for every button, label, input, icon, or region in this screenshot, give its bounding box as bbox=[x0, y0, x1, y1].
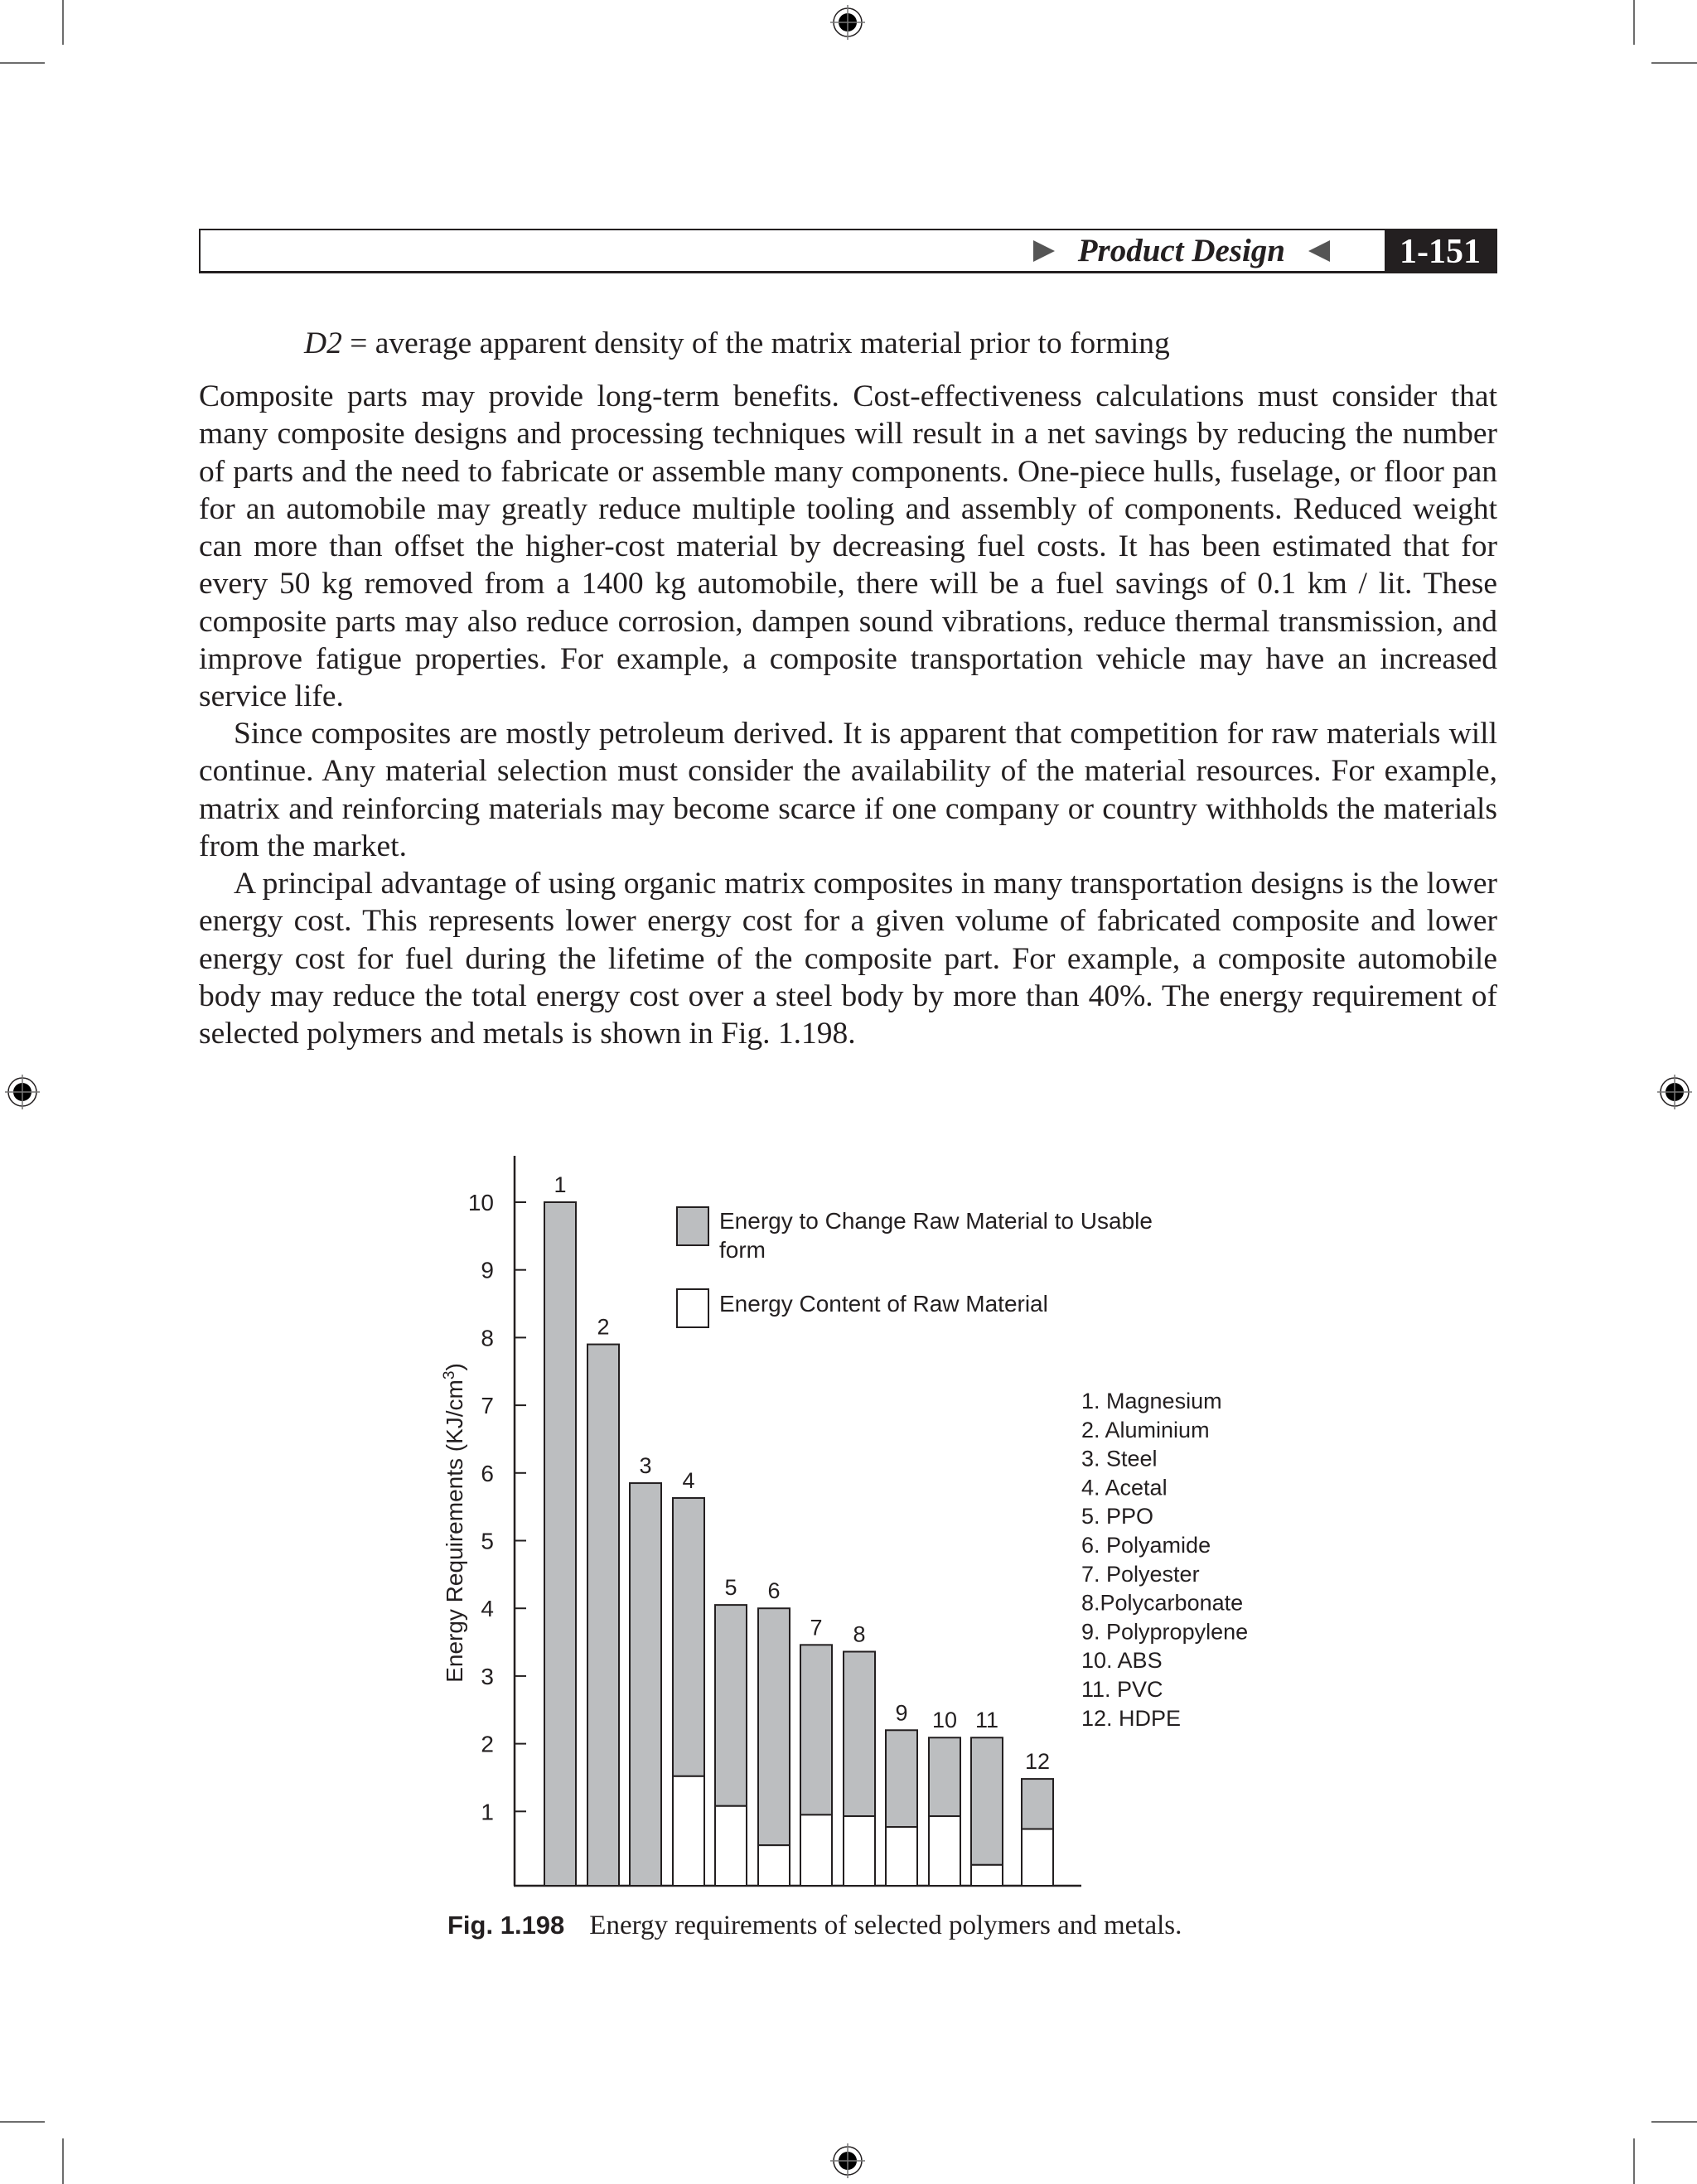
bar-polyester bbox=[800, 1615, 832, 1886]
bar-segment-processing bbox=[587, 1345, 619, 1886]
material-key-item: 9. Polypropylene bbox=[1081, 1619, 1249, 1645]
bar-segment-processing bbox=[844, 1651, 875, 1816]
bar-segment-raw bbox=[971, 1865, 1003, 1886]
material-key-item: 4. Acetal bbox=[1081, 1475, 1168, 1500]
bar-segment-processing bbox=[1022, 1779, 1053, 1829]
bar-hdpe bbox=[1022, 1749, 1053, 1886]
bar-aluminium bbox=[587, 1315, 619, 1886]
bar-label: 9 bbox=[895, 1700, 908, 1726]
y-tick-label: 2 bbox=[481, 1731, 494, 1757]
figure-label: Fig. 1.198 bbox=[447, 1911, 565, 1940]
bar-label: 12 bbox=[1024, 1749, 1051, 1775]
bar-segment-raw bbox=[844, 1816, 875, 1886]
material-key bbox=[1081, 1389, 1248, 1731]
bar-segment-raw bbox=[1022, 1829, 1053, 1886]
bar-polycarbonate bbox=[844, 1621, 875, 1886]
paragraph: Composite parts may provide long-term benefits. Cost-effectiveness calculations must consider that many composite designs and processing techniques will result in a net savings by reducing the number of parts and the need to fabricate or assemble many components. One-piece hulls, fuselage, or floor pan for an automobile may greatly reduce multiple tooling and assembly of components. Reduced weight can more than offset the higher-cost material by decreasing fuel costs. It has been estimated that for every 50 kg removed from a 1400 kg automobile, there will be a fuel savings of 0.1 km / lit. These composite parts may also reduce corrosion, dampen sound vibrations, reduce thermal transmission, and improve fatigue properties. For example, a composite transportation vehicle may have an increased service life. bbox=[199, 379, 1497, 714]
material-key-item: 2. Aluminium bbox=[1081, 1417, 1210, 1442]
bar-label: 7 bbox=[810, 1615, 823, 1640]
bars bbox=[544, 1172, 1053, 1886]
legend-swatch-white bbox=[677, 1289, 708, 1327]
chart-legend bbox=[677, 1207, 1153, 1327]
material-key-item: 8.Polycarbonate bbox=[1081, 1590, 1244, 1616]
bar-polypropylene bbox=[886, 1700, 917, 1886]
figure-caption bbox=[447, 1911, 1182, 1941]
bar-label: 2 bbox=[597, 1314, 610, 1340]
bar-segment-raw bbox=[929, 1816, 960, 1886]
bar-segment-processing bbox=[758, 1608, 790, 1845]
legend-label: Energy to Change Raw Material to Usable bbox=[719, 1208, 1153, 1234]
y-tick-label: 7 bbox=[481, 1393, 494, 1419]
bar-segment-raw bbox=[758, 1845, 790, 1886]
y-tick-label: 10 bbox=[467, 1190, 494, 1215]
bar-magnesium bbox=[544, 1172, 576, 1886]
material-key-item: 5. PPO bbox=[1081, 1504, 1154, 1529]
y-axis-label: Energy Requirements $(KJ/cm^3)$ bbox=[441, 1363, 467, 1683]
bar-polyamide bbox=[758, 1578, 790, 1886]
bar-label: 3 bbox=[639, 1453, 652, 1479]
bar-segment-raw bbox=[800, 1814, 832, 1886]
bar-segment-raw bbox=[886, 1827, 917, 1886]
bar-steel bbox=[630, 1453, 661, 1886]
material-key-item: 11. PVC bbox=[1081, 1677, 1163, 1702]
page-number: 1-151 bbox=[1385, 230, 1496, 272]
y-tick-label: 4 bbox=[481, 1596, 494, 1622]
bar-segment-processing bbox=[715, 1605, 747, 1806]
bar-segment-processing bbox=[886, 1730, 917, 1827]
figure-caption-text: Energy requirements of selected polymers and metals. bbox=[589, 1911, 1182, 1940]
definition-text: = average apparent density of the matrix material prior to forming bbox=[341, 326, 1170, 360]
y-tick-label: 8 bbox=[481, 1325, 494, 1351]
bar-segment-processing bbox=[800, 1645, 832, 1814]
bar-label: 10 bbox=[931, 1708, 958, 1733]
bar-acetal bbox=[673, 1468, 704, 1886]
legend-label: form bbox=[719, 1237, 766, 1263]
bar-segment-processing bbox=[544, 1202, 576, 1886]
legend-swatch-grey bbox=[677, 1207, 708, 1245]
y-tick-label: 9 bbox=[481, 1257, 494, 1283]
material-key-item: 3. Steel bbox=[1081, 1446, 1158, 1471]
bar-segment-raw bbox=[715, 1806, 747, 1886]
legend-label: Energy Content of Raw Material bbox=[719, 1291, 1048, 1317]
bar-segment-processing bbox=[630, 1483, 661, 1886]
paragraph: Since composites are mostly petroleum derived. It is apparent that competition for raw materials will continue. Any material selection must consider the availability of the material resources. For example, matrix and reinforcing materials may become scarce if one company or country withholds the materials from the market. bbox=[199, 717, 1497, 863]
bar-label: 8 bbox=[853, 1621, 866, 1647]
y-tick-label: 5 bbox=[481, 1528, 494, 1554]
bar-label: 11 bbox=[974, 1708, 999, 1733]
material-key-item: 1. Magnesium bbox=[1081, 1389, 1222, 1413]
bar-segment-processing bbox=[971, 1737, 1003, 1865]
bar-label: 1 bbox=[554, 1172, 567, 1197]
material-key-item: 10. ABS bbox=[1081, 1648, 1163, 1674]
y-ticks bbox=[468, 1190, 526, 1824]
y-tick-label: 1 bbox=[481, 1799, 494, 1825]
y-tick-label: 3 bbox=[481, 1663, 494, 1689]
material-key-item: 6. Polyamide bbox=[1081, 1533, 1211, 1558]
bar-ppo bbox=[715, 1575, 747, 1886]
bar-label: 6 bbox=[767, 1578, 781, 1604]
material-key-item: 7. Polyester bbox=[1081, 1561, 1200, 1587]
bar-label: 5 bbox=[724, 1575, 737, 1601]
bar-segment-raw bbox=[673, 1776, 704, 1886]
bar-pvc bbox=[971, 1708, 1003, 1886]
y-tick-label: 6 bbox=[481, 1460, 494, 1486]
paragraph: A principal advantage of using organic matrix composites in many transportation designs is the lower energy cost. This represents lower energy cost for a given volume of fabricated composite and lower energy cost for fuel during the lifetime of the composite part. For example, a composite automobile body may reduce the total energy cost over a steel body by more than 40%. The energy requirement of selected polymers and metals is shown in Fig. 1.198. bbox=[199, 867, 1497, 1051]
bar-segment-processing bbox=[673, 1498, 704, 1776]
section-title: Product Design bbox=[1077, 233, 1285, 268]
bar-segment-processing bbox=[929, 1737, 960, 1816]
bar-abs bbox=[929, 1708, 960, 1886]
bar-label: 4 bbox=[682, 1468, 695, 1494]
material-key-item: 12. HDPE bbox=[1081, 1705, 1182, 1731]
definition-symbol: D2 bbox=[304, 326, 342, 360]
